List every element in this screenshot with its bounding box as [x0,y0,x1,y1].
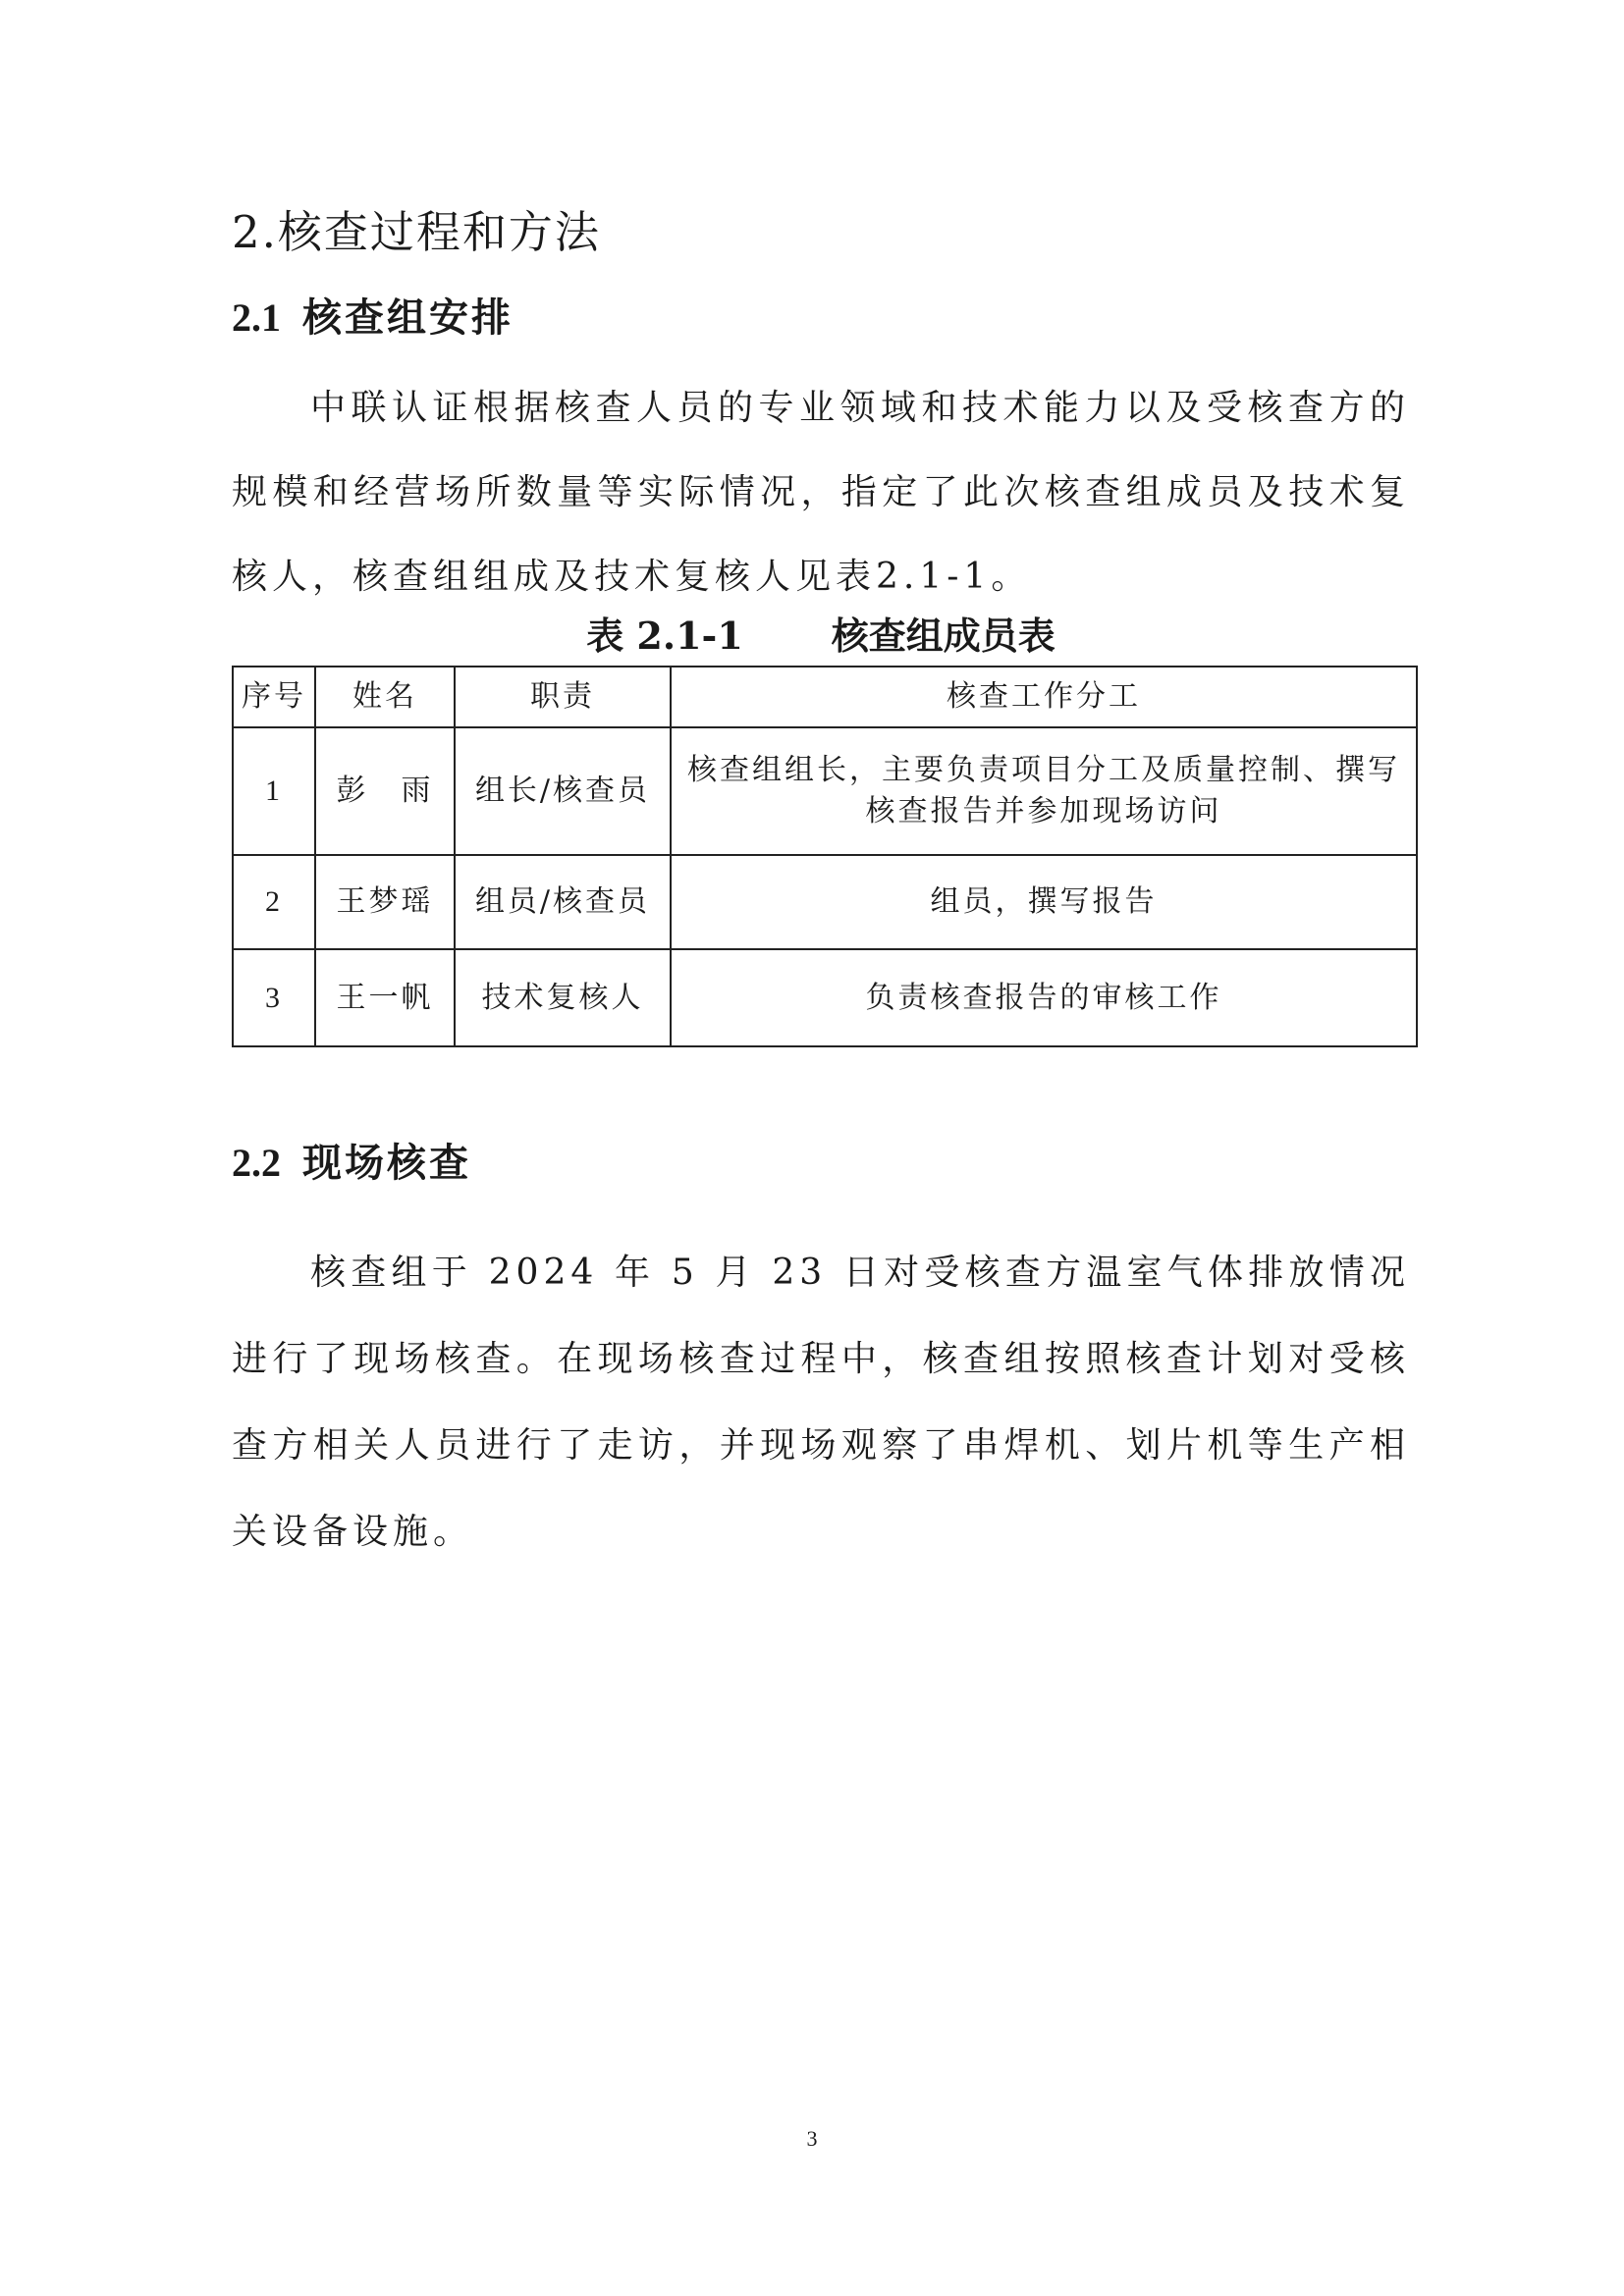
table-cell-duty: 负责核查报告的审核工作 [671,949,1417,1046]
section-heading-2-1 [232,287,514,343]
table-cell-name: 王一帆 [315,949,455,1046]
table-row [233,727,1417,855]
table-header-row [233,667,1417,727]
table-caption-label: 表 2.1-1 [586,614,743,658]
section-2-2-paragraph: 核查组于 2024 年 5 月 23 日对受核查方温室气体排放情况进行了现场核查。在现场核查过程中，核查组按照核查计划对受核查方相关人员进行了走访，并现场观察了串焊机、划片机等生产相关设备设施。 [232,1253,1410,1552]
section-heading-2-2 [232,1132,471,1188]
column-header: 序号 [233,667,315,727]
table-row [233,855,1417,949]
team-members-table [232,666,1418,1047]
table-cell-duty: 组员，撰写报告 [671,855,1417,949]
table-cell-role: 组员/核查员 [455,855,671,949]
section-number: 2.2 [232,1141,281,1185]
column-header: 姓名 [315,667,455,727]
table-cell-no: 2 [233,855,315,949]
column-header: 核查工作分工 [671,667,1417,727]
section-title: 核查组安排 [302,294,514,341]
table-cell-no: 3 [233,949,315,1046]
section-number: 2.1 [232,295,281,340]
table-cell-role: 组长/核查员 [455,727,671,855]
section-title: 现场核查 [302,1140,471,1186]
table-row [233,949,1417,1046]
table-cell-role: 技术复核人 [455,949,671,1046]
table-caption-title: 核查组成员表 [831,614,1056,658]
table-cell-duty: 核查组组长，主要负责项目分工及质量控制、撰写核查报告并参加现场访问 [671,727,1417,855]
chapter-heading: 2.核查过程和方法 [232,206,601,258]
table-caption [232,606,1410,660]
table-cell-name: 彭 雨 [315,727,455,855]
page-number: 3 [806,2126,818,2151]
table-cell-no: 1 [233,727,315,855]
table-cell-name: 王梦瑶 [315,855,455,949]
section-2-1-paragraph: 中联认证根据核查人员的专业领域和技术能力以及受核查方的规模和经营场所数量等实际情况，指定了此次核查组成员及技术复核人，核查组组成及技术复核人见表2.1-1。 [232,388,1410,597]
column-header: 职责 [455,667,671,727]
